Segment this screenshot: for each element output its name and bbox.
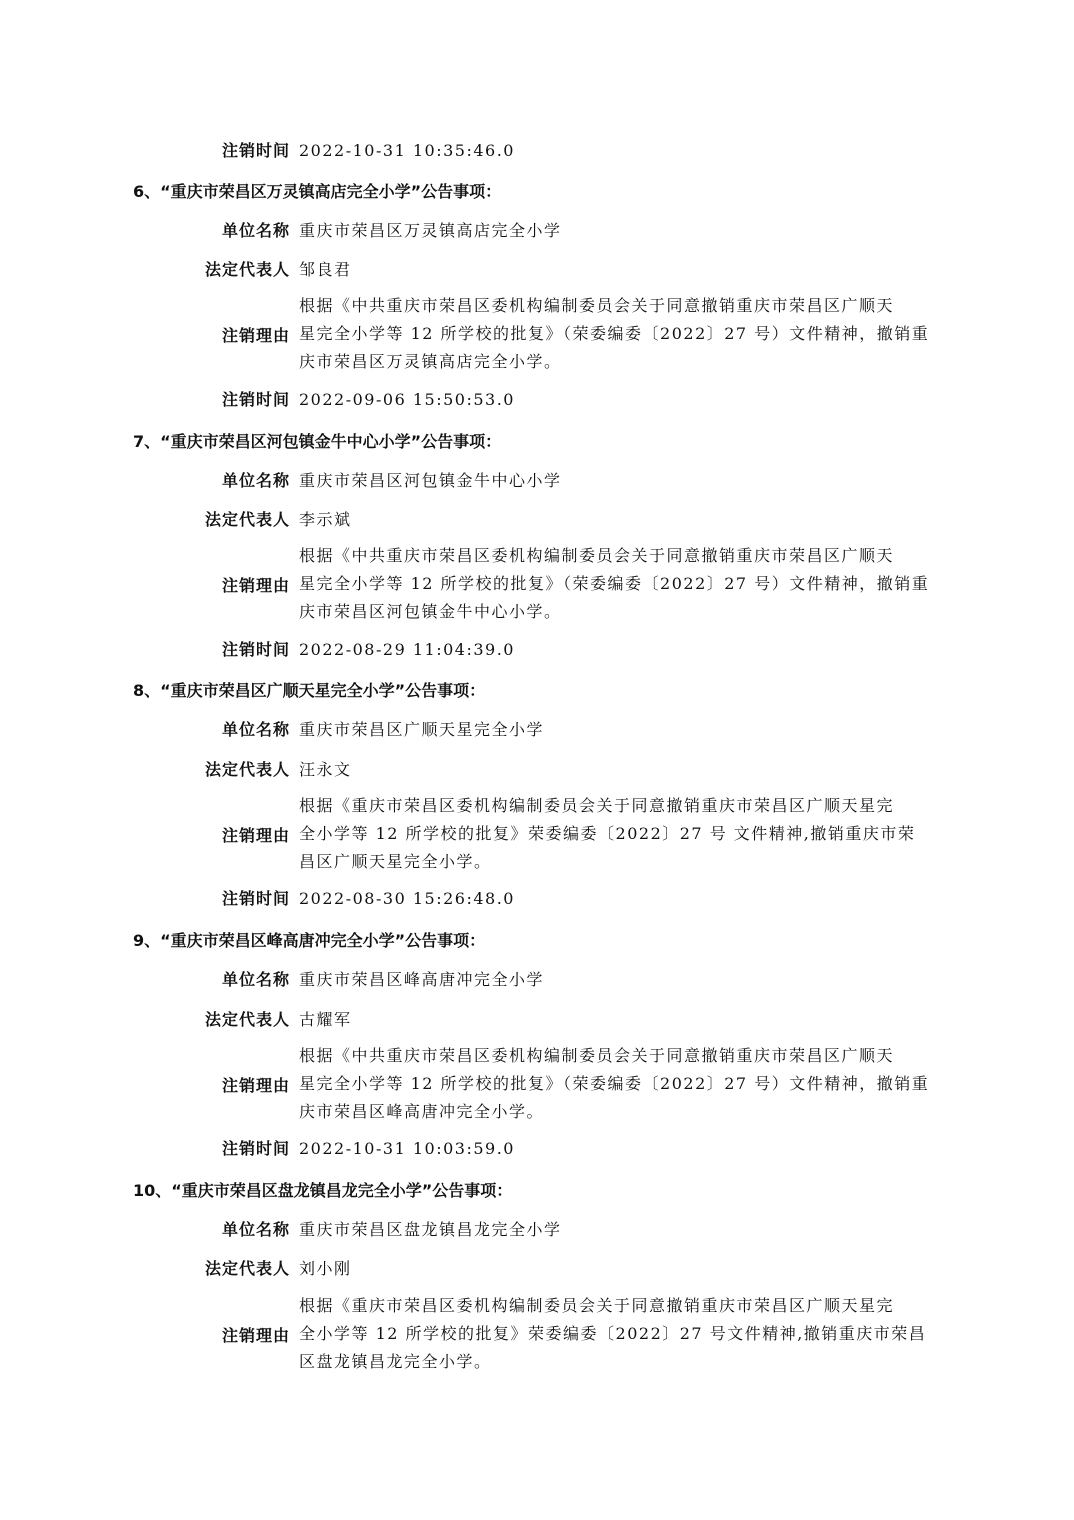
cancel-time-label: 注销时间 [221, 1139, 290, 1158]
reason-line: 庆市荣昌区河包镇金牛中心小学。 [299, 602, 562, 621]
cancel-reason-label: 注销理由 [221, 576, 290, 595]
cancel-reason-text [299, 792, 949, 876]
cancel-time-value: 2022-09-06 15:50:53.0 [299, 390, 515, 409]
legal-rep-label: 法定代表人 [204, 1259, 290, 1278]
unit-name-value: 重庆市荣昌区盘龙镇昌龙完全小学 [299, 1220, 562, 1239]
entry-heading: 6、“重庆市荣昌区万灵镇高店完全小学”公告事项： [133, 182, 502, 201]
entry-heading: 9、“重庆市荣昌区峰高唐冲完全小学”公告事项： [133, 931, 486, 950]
cancel-reason-label: 注销理由 [221, 1076, 290, 1095]
cancel-time-label: 注销时间 [221, 390, 290, 409]
cancel-time-label: 注销时间 [221, 889, 290, 908]
cancel-time-label: 注销时间 [221, 141, 290, 160]
legal-rep-label: 法定代表人 [204, 760, 290, 779]
entry-heading: 8、“重庆市荣昌区广顺天星完全小学”公告事项： [133, 681, 486, 700]
cancel-reason-label: 注销理由 [221, 1326, 290, 1345]
legal-rep-label: 法定代表人 [204, 510, 290, 529]
reason-line: 全小学等 12 所学校的批复》荣委编委〔2022〕27 号 文件精神,撤销重庆市荣 [299, 824, 916, 843]
reason-line: 星完全小学等 12 所学校的批复》（荣委编委〔2022〕27 号）文件精神，撤销重 [299, 324, 930, 343]
reason-line: 根据《中共重庆市荣昌区委机构编制委员会关于同意撤销重庆市荣昌区广顺天 [299, 296, 895, 315]
cancel-reason-text [299, 542, 949, 626]
cancel-reason-label: 注销理由 [221, 826, 290, 845]
legal-rep-value: 李示斌 [299, 510, 352, 529]
legal-rep-label: 法定代表人 [204, 260, 290, 279]
reason-line: 星完全小学等 12 所学校的批复》（荣委编委〔2022〕27 号）文件精神，撤销重 [299, 574, 930, 593]
unit-name-label: 单位名称 [221, 970, 290, 989]
cancel-time-value: 2022-10-31 10:35:46.0 [299, 141, 515, 160]
reason-line: 全小学等 12 所学校的批复》荣委编委〔2022〕27 号文件精神,撤销重庆市荣昌 [299, 1324, 927, 1343]
cancel-reason-text [299, 292, 949, 376]
unit-name-label: 单位名称 [221, 720, 290, 739]
legal-rep-value: 汪永文 [299, 760, 352, 779]
cancel-time-value: 2022-08-29 11:04:39.0 [299, 640, 515, 659]
reason-line: 庆市荣昌区峰高唐冲完全小学。 [299, 1102, 545, 1121]
unit-name-value: 重庆市荣昌区河包镇金牛中心小学 [299, 471, 562, 490]
legal-rep-value: 刘小刚 [299, 1259, 352, 1278]
reason-line: 根据《重庆市荣昌区委机构编制委员会关于同意撤销重庆市荣昌区广顺天星完 [299, 796, 895, 815]
reason-line: 根据《重庆市荣昌区委机构编制委员会关于同意撤销重庆市荣昌区广顺天星完 [299, 1296, 895, 1315]
reason-line: 根据《中共重庆市荣昌区委机构编制委员会关于同意撤销重庆市荣昌区广顺天 [299, 1046, 895, 1065]
unit-name-value: 重庆市荣昌区峰高唐冲完全小学 [299, 970, 545, 989]
cancel-reason-text [299, 1292, 949, 1376]
reason-line: 区盘龙镇昌龙完全小学。 [299, 1352, 492, 1371]
unit-name-value: 重庆市荣昌区广顺天星完全小学 [299, 720, 545, 739]
reason-line: 庆市荣昌区万灵镇高店完全小学。 [299, 352, 562, 371]
entry-heading: 10、“重庆市荣昌区盘龙镇昌龙完全小学”公告事项： [133, 1181, 513, 1200]
unit-name-label: 单位名称 [221, 471, 290, 490]
reason-line: 昌区广顺天星完全小学。 [299, 852, 492, 871]
entry-heading: 7、“重庆市荣昌区河包镇金牛中心小学”公告事项： [133, 432, 502, 451]
cancel-time-value: 2022-08-30 15:26:48.0 [299, 889, 515, 908]
legal-rep-value: 古耀军 [299, 1010, 352, 1029]
cancel-time-label: 注销时间 [221, 640, 290, 659]
reason-line: 星完全小学等 12 所学校的批复》（荣委编委〔2022〕27 号）文件精神，撤销重 [299, 1074, 930, 1093]
legal-rep-value: 邹良君 [299, 260, 352, 279]
legal-rep-label: 法定代表人 [204, 1010, 290, 1029]
reason-line: 根据《中共重庆市荣昌区委机构编制委员会关于同意撤销重庆市荣昌区广顺天 [299, 546, 895, 565]
cancel-reason-label: 注销理由 [221, 326, 290, 345]
unit-name-value: 重庆市荣昌区万灵镇高店完全小学 [299, 221, 562, 240]
unit-name-label: 单位名称 [221, 1220, 290, 1239]
cancel-reason-text [299, 1042, 949, 1126]
unit-name-label: 单位名称 [221, 221, 290, 240]
cancel-time-value: 2022-10-31 10:03:59.0 [299, 1139, 515, 1158]
